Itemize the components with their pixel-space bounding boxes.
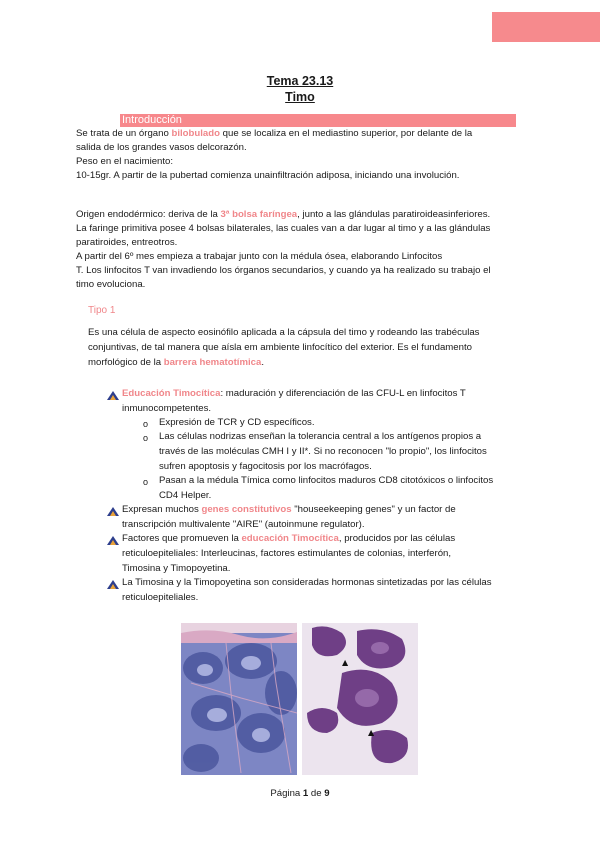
page-footer: Página 1 de 9 [270,788,330,799]
bullet-text: inmunocompetentes. [122,403,212,414]
paragraph-line: Es una célula de aspecto eosinófilo aplicada a la cápsula del timo y rodeando las trabéculas [88,327,480,338]
document-subtitle: Timo [285,90,315,104]
thymus-histology-image-highmag [302,623,418,775]
bullet-text: Factores que promueven la educación Timocítica, producidos por las células [122,533,456,544]
paragraph-line: timo evoluciona. [76,279,146,290]
thymus-histology-image-lowmag [181,623,297,775]
bullet-text: transcripción multivalente "AIRE" (autoinmune regulator). [122,519,365,530]
header-accent-tab [492,12,600,42]
bullet-text: Expresan muchos genes constitutivos "houseekeeping genes" y un factor de [122,504,456,515]
paragraph-line: T. Los linfocitos T van invadiendo los órganos secundarios, y cuando ya ha realizado su trabajo el [76,265,491,276]
bullet-text: reticuloepiteliales: Interleucinas, factores estimulantes de colonias, interferón, [122,548,452,559]
svg-text:▲: ▲ [368,728,375,737]
paragraph-line: Origen endodérmico: deriva de la 3ª bolsa faríngea, junto a las glándulas paratiroideasinferiores. [76,209,491,220]
sub-bullet-text: CD4 Helper. [159,490,212,501]
section-heading-introduccion: Introducción [120,114,516,127]
paragraph-line: Se trata de un órgano bilobulado que se localiza en el mediastino superior, por delante de la [76,128,473,139]
arrow-bullet-icon [106,579,120,590]
subheading-tipo-1: Tipo 1 [88,305,116,316]
paragraph-line: morfológico de la barrera hematotímica. [88,357,264,368]
arrow-bullet-icon [106,390,120,401]
circle-bullet-icon: o [143,477,149,487]
sub-bullet-text: Las células nodrizas enseñan la tolerancia central a los antígenos propios a [159,431,482,442]
sub-bullet-text: Expresión de TCR y CD específicos. [159,417,315,428]
document-title: Tema 23.13 [266,74,334,88]
paragraph-line: La faringe primitiva posee 4 bolsas bilaterales, las cuales van a dar lugar al timo y a las glándulas [76,223,491,234]
paragraph-line: A partir del 6º mes empieza a trabajar junto con la médula ósea, elaborando Linfocitos [76,251,443,262]
paragraph-line: 10-15gr. A partir de la pubertad comienza unainfiltración adiposa, iniciando una involución. [76,170,460,181]
arrow-bullet-icon [106,506,120,517]
sub-bullet-text: sufren apoptosis y fagocitosis por los macrófagos. [159,461,372,472]
arrow-bullet-icon [106,535,120,546]
paragraph-line: paratiroides, entreotros. [76,237,178,248]
sub-bullet-text: través de las moléculas CMH I y II*. Si no reconocen "lo propio", los linfocitos [159,446,487,457]
paragraph-line: salida de los grandes vasos delcorazón. [76,142,247,153]
bullet-text: reticuloepiteliales. [122,592,199,603]
paragraph-line: Peso en el nacimiento: [76,156,174,167]
paragraph-line: conjuntivas, de tal manera que aísla em ambiente linfocítico del exterior. Es el fundamento [88,342,472,353]
circle-bullet-icon: o [143,433,149,443]
bullet-text: Educación Timocítica: maduración y diferenciación de las CFU-L en linfocitos T [122,388,466,399]
circle-bullet-icon: o [143,419,149,429]
sub-bullet-text: Pasan a la médula Tímica como linfocitos maduros CD8 citotóxicos o linfocitos [159,475,494,486]
bullet-text: La Timosina y la Timopoyetina son consideradas hormonas sintetizadas por las células [122,577,492,588]
bullet-text: Timosina y Timopoyetina. [122,563,231,574]
svg-text:▲: ▲ [342,658,349,667]
